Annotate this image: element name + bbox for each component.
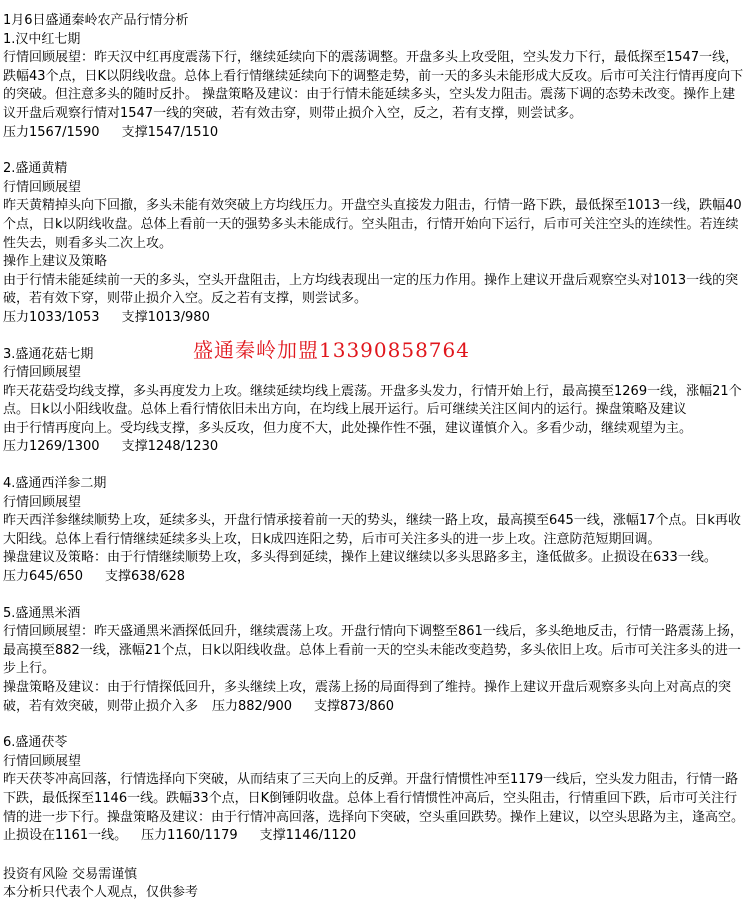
pressure-support-row xyxy=(212,699,394,714)
pressure-value: 压力1033/1053 xyxy=(3,309,100,325)
section-paragraph: 昨天花菇受均线支撑，多头再度发力上攻。继续延续均线上震荡。开盘多头发力，行情开始上行，最高摸至1269一线，涨幅21个点。日k以小阳线收盘。总体上看行情依旧未出方向，在均线上展开运行。后可继续关注区间内的运行。操盘策略及建议 xyxy=(3,383,742,418)
section-paragraph: 操作上建议及策略 xyxy=(3,254,108,270)
pressure-support-row xyxy=(3,568,746,587)
section-heading: 6.盛通茯苓 xyxy=(3,735,68,751)
section-paragraph: 昨天西洋参继续顺势上攻，延续多头，开盘行情承接着前一天的势头，继续一路上攻，最高摸至645一线，涨幅17个点。日k再收大阳线。总体上看行情继续延续多头上攻，日k成四连阳之势，后市可关注多头的进一步上攻。注意防范短期回调。 xyxy=(3,513,741,547)
article-title: 1月6日盛通秦岭农产品行情分析 xyxy=(3,13,189,28)
section-paragraph: 行情回顾展望：昨天盛通黑米酒探低回升，继续震荡上攻。开盘行情向下调整至861一线后，多头绝地反击，行情一路震荡上扬，最高摸至882一线，涨幅21个点，日k以阳线收盘。总体上看前一天的空头未能改变趋势，多头依旧上攻。后市可关注多头的进一步上行。 xyxy=(3,624,743,677)
section-paragraph: 昨天黄精掉头向下回撤，多头未能有效突破上方均线压力。开盘空头直接发力阻击，行情一路下跌，最低探至1013一线，跌幅40个点，日k以阴线收盘。总体上看前一天的强势多头未能成行。空头阻击，行情开始向下运行，后市可关注空头的连续性。若连续性失去，则看多头二次上攻。 xyxy=(3,198,742,251)
section-paragraph: 由于行情再度向上。受均线支撑，多头反攻，但力度不大，此处操作性不强，建议谨慎介入。多看少动，继续观望为主。 xyxy=(3,420,693,436)
section-hanzhonghong xyxy=(3,31,746,143)
section-paragraph: 由于行情未能延续前一天的多头，空头开盘阻击，上方均线表现出一定的压力作用。操作上建议开盘后观察空头对1013一线的突破，若有效下穿，则带止损介入空。反之若有支撑，则尝试多。 xyxy=(3,272,739,307)
pressure-value: 压力882/900 xyxy=(212,698,293,714)
risk-warning: 投资有风险 交易需谨慎 xyxy=(3,866,138,882)
section-paragraph: 行情回顾展望 xyxy=(3,494,82,510)
support-value: 支撑638/628 xyxy=(105,569,186,585)
promo-watermark: 盛通秦岭加盟13390858764 xyxy=(193,338,470,362)
section-huagu xyxy=(3,346,746,458)
section-paragraph: 行情回顾展望 xyxy=(3,753,82,769)
section-heading: 3.盛通花菇七期 xyxy=(3,346,94,362)
pressure-value: 压力1567/1590 xyxy=(3,124,100,140)
section-fuling xyxy=(3,734,746,846)
support-value: 支撑1248/1230 xyxy=(121,439,219,455)
pressure-support-row xyxy=(3,438,746,457)
support-value: 支撑1013/980 xyxy=(121,309,210,325)
section-paragraph: 行情回顾展望 xyxy=(3,179,82,195)
section-heading: 2.盛通黄精 xyxy=(3,161,68,177)
section-heading: 1.汉中红七期 xyxy=(3,31,81,47)
section-xiyangshen xyxy=(3,475,746,587)
section-huangjing xyxy=(3,160,746,327)
pressure-value: 压力1160/1179 xyxy=(141,828,238,844)
pressure-support-row xyxy=(141,828,356,843)
section-paragraph xyxy=(3,679,746,716)
section-paragraph: 行情回顾展望 xyxy=(3,365,82,381)
pressure-support-row xyxy=(3,309,746,328)
support-value: 支撑873/860 xyxy=(314,698,395,714)
section-heading: 5.盛通黑米酒 xyxy=(3,605,81,621)
section-paragraph: 操盘建议及策略：由于行情继续顺势上攻，多头得到延续，操作上建议继续以多头思路多主，逢低做多。止损设在633一线。 xyxy=(3,550,717,566)
section-paragraph xyxy=(3,771,746,845)
analysis-text: 昨天茯苓冲高回落，行情选择向下突破，从而结束了三天向上的反弹。开盘行情惯性冲至1179一线后，空头发力阻击，行情一路下跌，最低探至1146一线。跌幅33个点，日K倒锤阴收盘。总体上看行情惯性冲高后，空头阻击，行情重回下跌，后市可关注行情的进一步下行。操盘策略及建议：由于行情冲高回落，选择向下突破，空头重回跌势。操作上建议，以空头思路为主，逢高空。止损设在1161一线。 xyxy=(3,772,745,844)
support-value: 支撑1547/1510 xyxy=(121,124,219,140)
section-heimijiu xyxy=(3,605,746,717)
section-paragraph: 行情回顾展望：昨天汉中红再度震荡下行，继续延续向下的震荡调整。开盘多头上攻受阻，空头发力下行，最低探至1547一线，跌幅43个点，日K以阴线收盘。总体上看行情继续延续向下的调整走势，前一天的多头未能形成大反攻。后市可关注行情再度向下的突破。但注意多头的随时反扑。 操盘策略及建议：由于行情未能延续多头，空头发力阻击。震荡下调的态势未改变。操作上建议开盘后观察行情对1547一线的突破，若有效击穿，则带止损介入空，反之，若有支撑，则尝试多。 xyxy=(3,50,744,121)
footer xyxy=(3,866,746,903)
disclaimer: 本分析只代表个人观点，仅供参考 xyxy=(3,885,199,901)
pressure-support-row xyxy=(3,124,746,143)
pressure-value: 压力1269/1300 xyxy=(3,439,100,455)
support-value: 支撑1146/1120 xyxy=(259,828,357,844)
section-heading: 4.盛通西洋参二期 xyxy=(3,476,107,492)
pressure-value: 压力645/650 xyxy=(3,569,84,585)
strategy-text: 操盘策略及建议：由于行情探低回升，多头继续上攻，震荡上扬的局面得到了维持。操作上建议开盘后观察多头向上对高点的突破，若有效突破，则带止损介入多 xyxy=(3,680,732,714)
